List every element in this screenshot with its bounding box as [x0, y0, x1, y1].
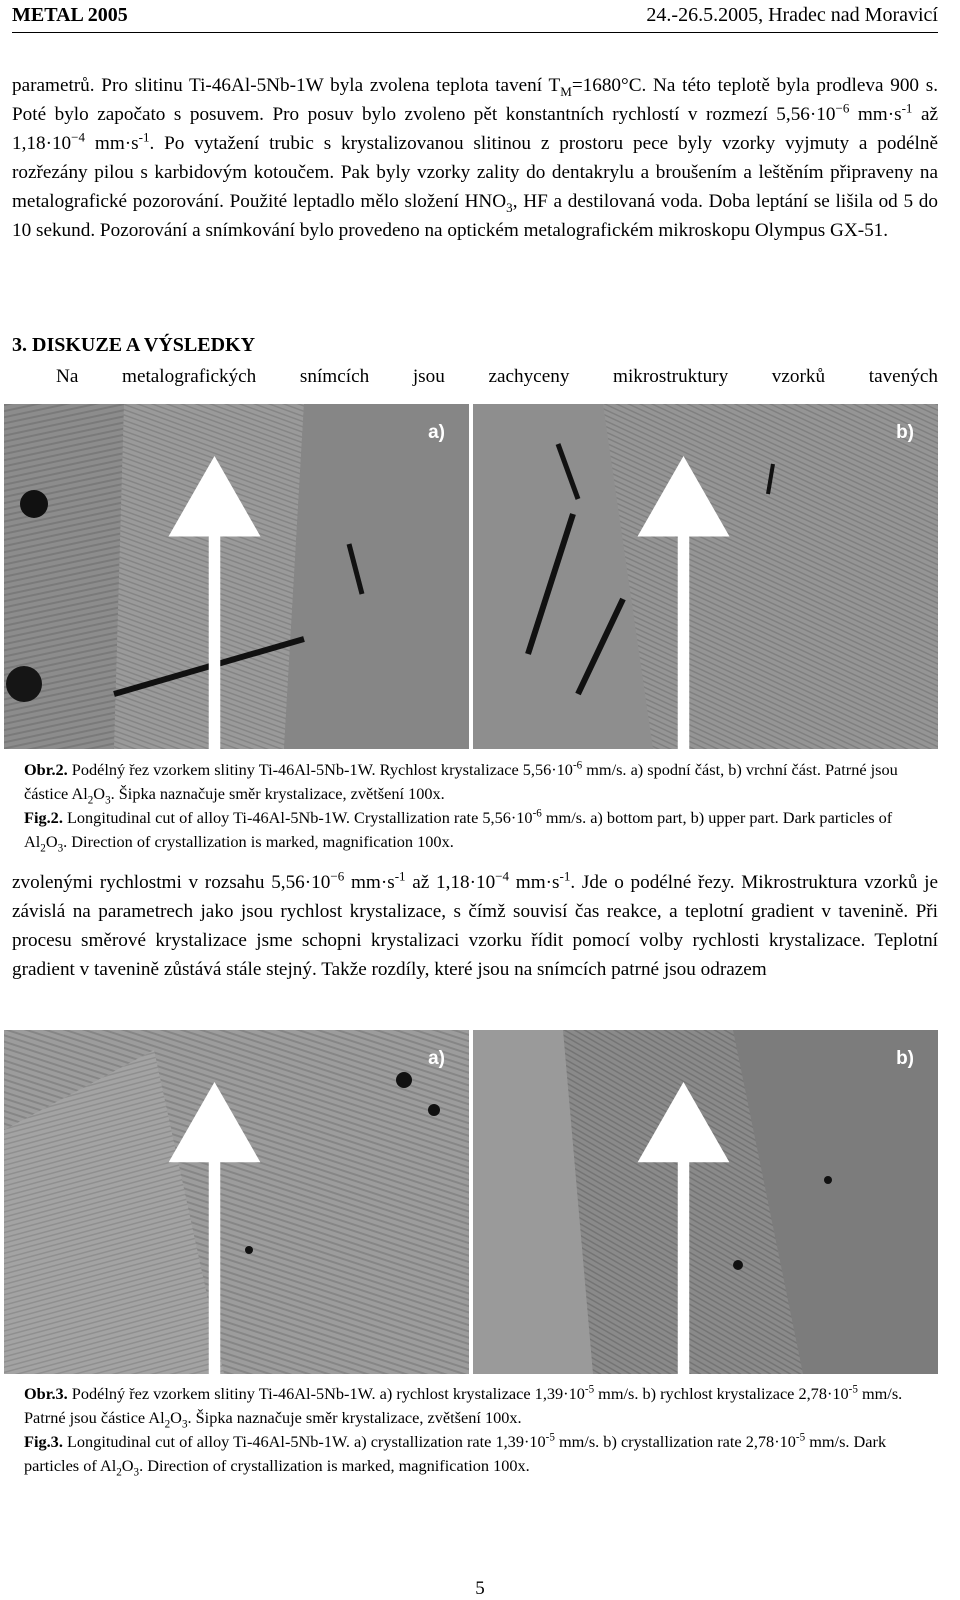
micrograph-3b: [473, 1030, 938, 1374]
caption-en: Fig.3. Longitudinal cut of alloy Ti-46Al-5Nb-1W. a) crystallization rate $1,39\cdot 10^{-5}$ mm/s. b) crystallization rate $2,78\cdot 10^{-5}$ mm/s. Dark particles of $Al_2O_3$. Direction of crystallization is marked, magnification 100x.: [24, 1431, 887, 1479]
arrow-up-icon: [4, 456, 447, 749]
conference-date-place: 24.-26.5.2005, Hradec nad Moravicí: [646, 3, 938, 26]
figure-2-caption: [24, 758, 914, 854]
running-header: [12, 0, 938, 30]
figure-3: [4, 1030, 938, 1374]
micrograph-2a: [4, 404, 469, 749]
caption-en: Fig.2. Longitudinal cut of alloy Ti-46Al-5Nb-1W. Crystallization rate $5,56\cdot 10^{-6}$ mm/s. a) bottom part, b) upper part. Dark particles of $Al_2O_3$. Direction of crystallization is marked, magnification 100x.: [24, 807, 893, 855]
section-intro: Na metalografických snímcích jsou zachyceny mikrostruktury vzorků tavených: [56, 366, 938, 387]
figure-3-caption: [24, 1382, 914, 1478]
page-number: 5: [475, 1578, 485, 1599]
conference-title: METAL 2005: [12, 3, 128, 26]
micrograph-2b: [473, 404, 938, 749]
micrograph-3a: [4, 1030, 469, 1374]
panel-label-a: a): [428, 1048, 445, 1069]
arrow-up-icon: [473, 456, 916, 749]
header-rule: [12, 32, 938, 33]
section-heading: 3. DISKUZE A VÝSLEDKY: [12, 334, 256, 356]
paragraph-discussion: zvolenými rychlostmi v rozsahu $5,56\cdot 10^{-6}$ $mm\cdot s^{-1}$ až $1,18\cdot 10^{-4}$ $mm\cdot s^{-1}$. Jde o podélné řezy. Mikrostruktura vzorků je závislá na parametrech jako jsou rychlost krystalizace, s čímž souvisí čas reakce, a teplotní gradient v tavenině. Při procesu směrové krystalizace jsme schopni krystalizaci vzorku řídit pomocí volby rychlosti krystalizace. Teplotní gradient v tavenině zůstává stále stejný. Takže rozdíly, které jsou na snímcích patrné jsou odrazem: [12, 868, 938, 980]
figure-2: [4, 404, 938, 749]
arrow-up-icon: [473, 1082, 916, 1374]
panel-label-b: b): [896, 422, 914, 443]
caption-cz: Obr.2. Podélný řez vzorkem slitiny Ti-46Al-5Nb-1W. Rychlost krystalizace $5,56\cdot 10^{-6}$ mm/s. a) spodní část, b) vrchní část. Patrné jsou částice $Al_2O_3$. Šipka naznačuje směr krystalizace, zvětšení 100x.: [24, 759, 898, 807]
panel-label-b: b): [896, 1048, 914, 1069]
arrow-up-icon: [4, 1082, 447, 1374]
caption-cz: Obr.3. Podélný řez vzorkem slitiny Ti-46Al-5Nb-1W. a) rychlost krystalizace $1,39\cdot 10^{-5}$ mm/s. b) rychlost krystalizace $2,78\cdot 10^{-5}$ mm/s. Patrné jsou částice $Al_2O_3$. Šipka naznačuje směr krystalizace, zvětšení 100x.: [24, 1383, 903, 1431]
paragraph-methods: parametrů. Pro slitinu Ti-46Al-5Nb-1W byla zvolena teplota tavení $T_M=1680^\circ C$. Na této teplotě byla prodleva 900 s. Poté bylo započato s posuvem. Pro posuv bylo zvoleno pět konstantních rychlostí v rozmezí $5,56\cdot 10^{-6}$ $mm\cdot s^{-1}$ až $1,18\cdot 10^{-4}$ $mm\cdot s^{-1}$. Po vytažení trubic s krystalizovanou slitinou z prostoru pece byly vzorky vyjmuty a podélně rozřezány pilou s karbidovým kotoučem. Pak byly vzorky zality do dentakrylu a broušením a leštěním připraveny na metalografické pozorování. Použité leptadlo mělo složení $HNO_3$, HF a destilovaná voda. Doba leptání se lišila od 5 do 10 sekund. Pozorování a snímkování bylo provedeno na optickém metalografickém mikroskopu Olympus GX-51.: [12, 75, 938, 241]
panel-label-a: a): [428, 422, 445, 443]
